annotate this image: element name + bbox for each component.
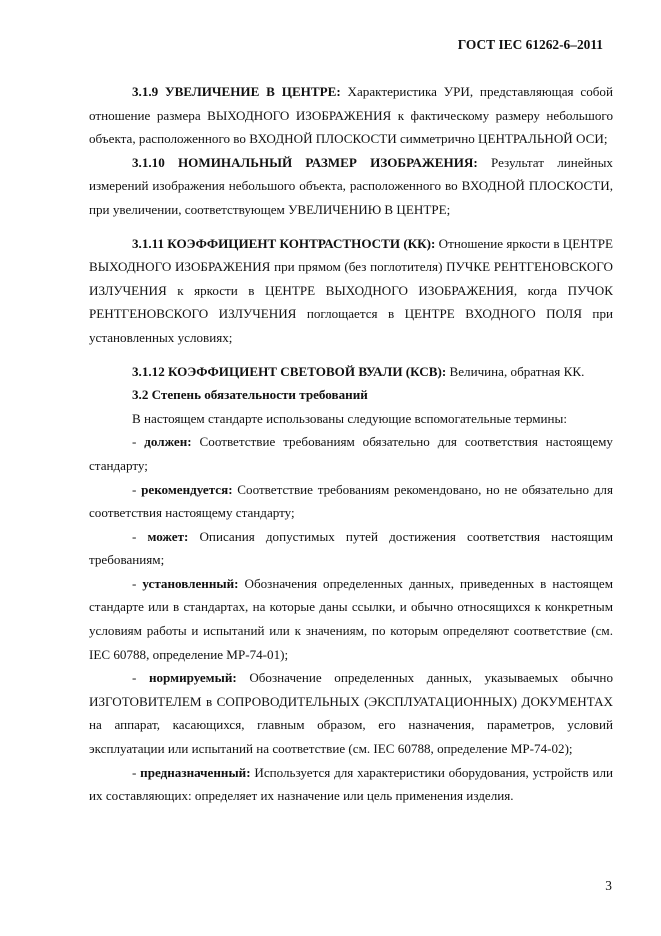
term: должен: [144,434,192,450]
page-number: 3 [605,878,612,893]
item-text: Соответствие требованиям обязательно для соответствия настоящему стандарту; [89,434,613,473]
term: нормируемый: [148,670,237,686]
item-dash: - [132,528,148,544]
term-item-dolzhen [89,430,613,477]
definition-3-1-9 [89,80,613,151]
definition-3-1-10 [89,151,613,222]
item-text: Описания допустимых путей достижения соответствия настоящим требованиям; [89,528,613,568]
term-item-rekomenduetsya [89,478,613,525]
definition-text: Результат линейных измерений изображения небольшого объекта, расположенного во ВХОДНОЙ ПЛОСКОСТИ, при увеличении, соответствующем УВЕЛИЧЕНИЮ В ЦЕНТРЕ; [89,154,613,217]
item-dash: - [132,434,145,450]
term-item-normiruemyi [89,666,613,760]
section-intro: В настоящем стандарте использованы следующие вспомогательные термины: [132,410,567,426]
item-text: Соответствие требованиям рекомендовано, но не обязательно для соответствия настоящему стандарту; [89,481,613,521]
term-item-mozhet [89,525,613,572]
term: может: [147,528,189,544]
item-dash: - [132,575,143,591]
term: установленный: [142,575,239,591]
term: рекомендуется: [141,481,233,497]
item-dash: - [132,670,149,686]
document-body [89,80,613,808]
term-item-prednaznachennyi [89,761,613,808]
term-item-ustanovlennyi [89,572,613,666]
definition-text: Величина, обратная КК. [446,363,585,379]
item-dash: - [132,764,141,780]
term: предназначенный: [140,764,251,780]
item-text: Используется для характеристики оборудования, устройств или их составляющих: определяет их назначение или цель применения изделия. [89,764,614,804]
item-dash: - [132,481,142,497]
item-text: Обозначение определенных данных, указываемых обычно ИЗГОТОВИТЕЛЕМ в СОПРОВОДИТЕЛЬНЫХ (ЭКСПЛУАТАЦИОННЫХ) ДОКУМЕНТАХ на аппарат, касающихся, главным образом, его назначения, параметров, условий эксплуатации или испытаний на соответствие (см. IEC 60788, определение МР-74-02); [89,670,613,757]
term: 3.1.9 УВЕЛИЧЕНИЕ В ЦЕНТРЕ: [132,84,341,99]
section-heading: 3.2 Степень обязательности требований [132,387,368,403]
term: 3.1.11 КОЭФФИЦИЕНТ КОНТРАСТНОСТИ (КК): [132,235,436,251]
item-text: Обозначения определенных данных, приведенных в настоящем стандарте или в стандартах, на которые даны ссылки, и обычно относящихся к конкретным условиям работы и испытаний или к значениям, по которым определяют соответствие (см. IEC 60788, определение МР-74-01); [89,575,614,662]
definition-text: Отношение яркости в ЦЕНТРЕ ВЫХОДНОГО ИЗОБРАЖЕНИЯ при прямом (без поглотителя) ПУЧКЕ РЕНТГЕНОВСКОГО ИЗЛУЧЕНИЯ к яркости в ЦЕНТРЕ ВЫХОДНОГО ИЗОБРАЖЕНИЯ, когда ПУЧОК РЕНТГЕНОВСКОГО ИЗЛУЧЕНИЯ поглощается в ЦЕНТРЕ ВХОДНОГО ПОЛЯ при установленных условиях; [89,235,613,345]
definition-3-1-11 [89,232,613,350]
term: 3.1.10 НОМИНАЛЬНЫЙ РАЗМЕР ИЗОБРАЖЕНИЯ: [132,154,478,170]
term: 3.1.12 КОЭФФИЦИЕНТ СВЕТОВОЙ ВУАЛИ (КСВ): [132,363,447,379]
definition-3-1-12 [89,360,613,384]
definition-text: Характеристика УРИ, представляющая собой отношение размера ВЫХОДНОГО ИЗОБРАЖЕНИЯ к фактическому размеру небольшого объекта, расположенного во ВХОДНОЙ ПЛОСКОСТИ симметрично ЦЕНТРАЛЬНОЙ ОСИ; [89,84,613,147]
document-header: ГОСТ IEC 61262-6–2011 [457,37,603,52]
